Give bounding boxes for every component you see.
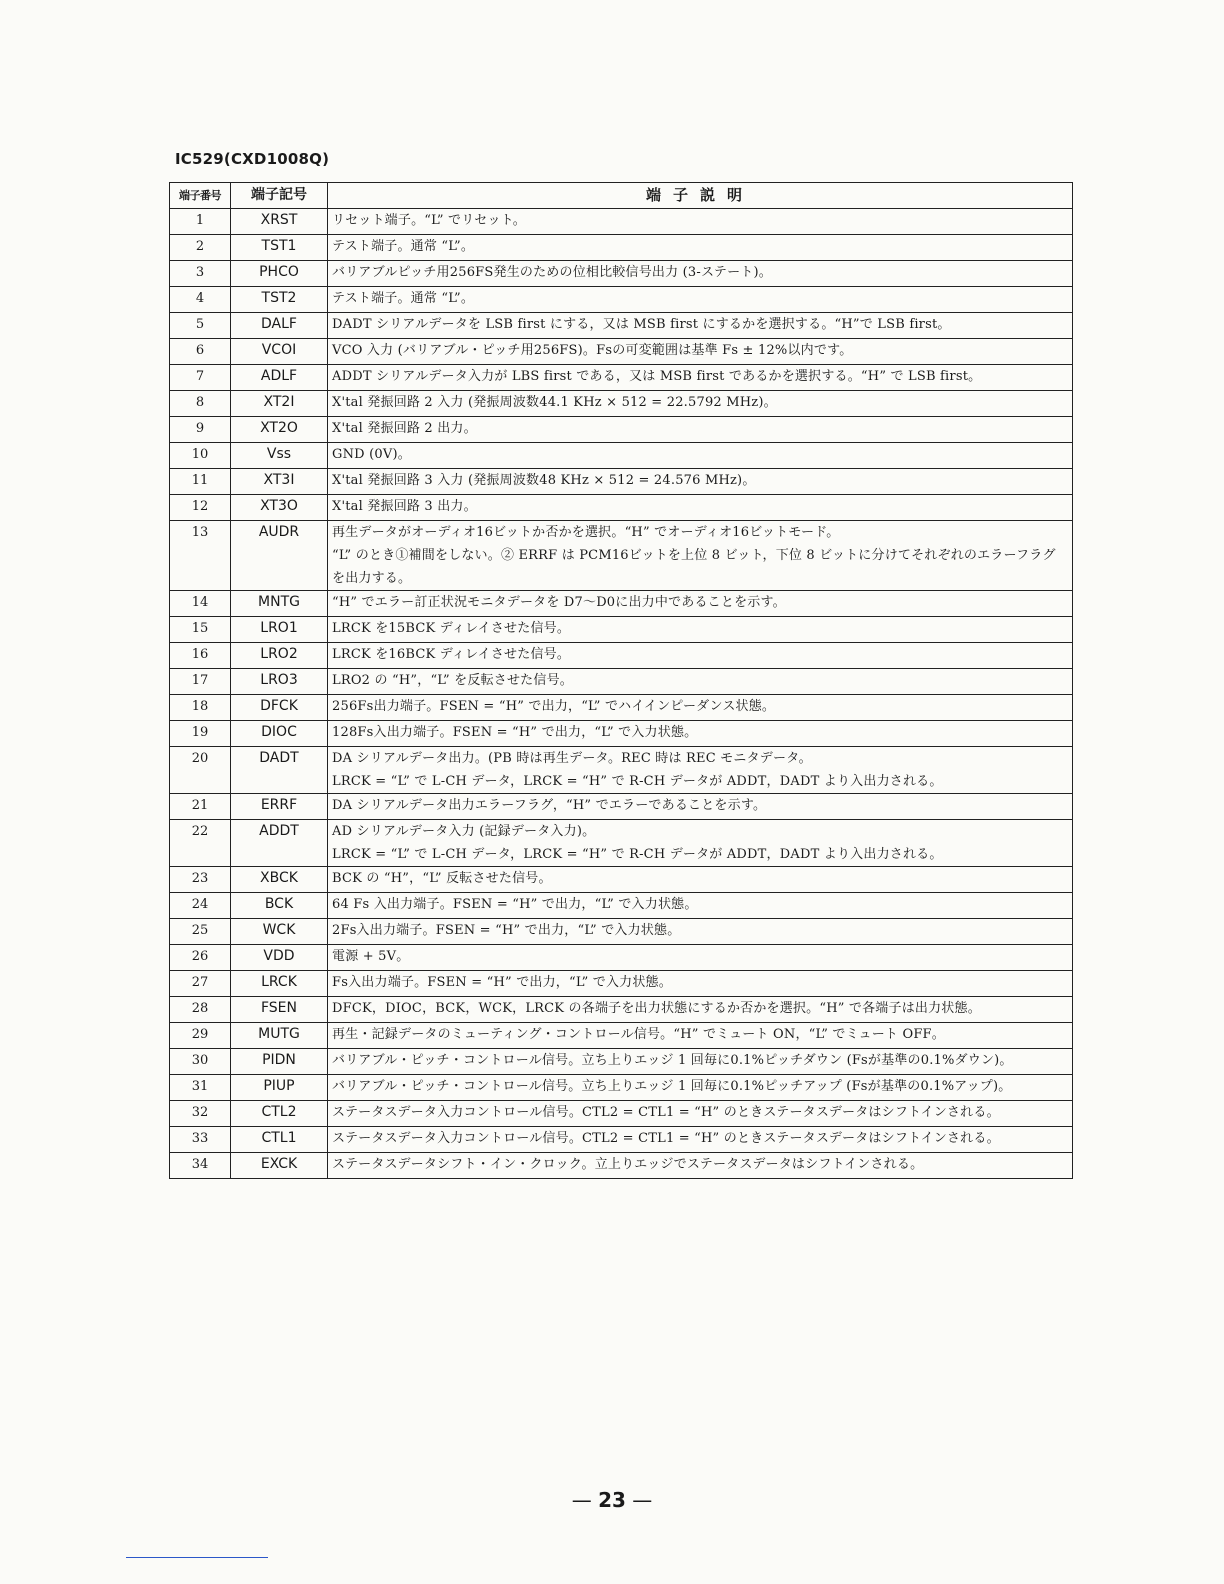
- table-row: [170, 945, 1073, 971]
- pin-symbol-cell: MNTG: [231, 591, 328, 617]
- table-body: [170, 209, 1073, 1179]
- pin-description-cell: テスト端子。通常 “L”。: [328, 287, 1073, 313]
- pin-symbol-cell: PIDN: [231, 1049, 328, 1075]
- pin-number-cell: 1: [170, 209, 231, 235]
- header-description: 端子説明: [328, 183, 1073, 209]
- pin-number-cell: 32: [170, 1101, 231, 1127]
- pin-description-cell: 64 Fs 入出力端子。FSEN = “H” で出力，“L” で入力状態。: [328, 893, 1073, 919]
- pin-symbol-cell: EXCK: [231, 1153, 328, 1179]
- pin-number-cell: 18: [170, 695, 231, 721]
- pin-number-cell: 14: [170, 591, 231, 617]
- pin-symbol-cell: WCK: [231, 919, 328, 945]
- table-row: [170, 1023, 1073, 1049]
- pin-number-cell: 5: [170, 313, 231, 339]
- table-row: [170, 495, 1073, 521]
- pin-number-cell: 16: [170, 643, 231, 669]
- pin-symbol-cell: ADLF: [231, 365, 328, 391]
- table-row: [170, 521, 1073, 591]
- pin-symbol-cell: DALF: [231, 313, 328, 339]
- pin-description-cell: X'tal 発振回路 2 出力。: [328, 417, 1073, 443]
- pin-number-cell: 33: [170, 1127, 231, 1153]
- pin-description-cell: DA シリアルデータ出力エラーフラグ，“H” でエラーであることを示す。: [328, 794, 1073, 820]
- pin-symbol-cell: MUTG: [231, 1023, 328, 1049]
- pin-number-cell: 4: [170, 287, 231, 313]
- pin-description-cell: リセット端子。“L” でリセット。: [328, 209, 1073, 235]
- footer-divider: [126, 1557, 268, 1558]
- pin-description-cell: ステータスデータ入力コントロール信号。CTL2 = CTL1 = “H” のときステータスデータはシフトインされる。: [328, 1101, 1073, 1127]
- pin-number-cell: 17: [170, 669, 231, 695]
- table-row: [170, 893, 1073, 919]
- pin-symbol-cell: ERRF: [231, 794, 328, 820]
- page-number: — 23 —: [571, 1488, 653, 1512]
- table-row: [170, 391, 1073, 417]
- pin-number-cell: 10: [170, 443, 231, 469]
- pin-number-cell: 22: [170, 820, 231, 867]
- pin-number-cell: 7: [170, 365, 231, 391]
- table-row: [170, 339, 1073, 365]
- document-title: IC529(CXD1008Q): [175, 150, 330, 168]
- pin-description-cell: DADT シリアルデータを LSB first にする，又は MSB first にするかを選択する。“H”で LSB first。: [328, 313, 1073, 339]
- pin-number-cell: 3: [170, 261, 231, 287]
- pin-symbol-cell: FSEN: [231, 997, 328, 1023]
- table-header-row: [170, 183, 1073, 209]
- pin-symbol-cell: TST2: [231, 287, 328, 313]
- pin-description-cell: 再生データがオーディオ16ビットか否かを選択。“H” でオーディオ16ビットモード。 “L” のとき①補間をしない。② ERRF は PCM16ビットを上位 8 ビット，下位 8 ビットに分けてそれぞれのエラーフラグを出力する。: [328, 521, 1073, 591]
- header-pin-number: 端子番号: [170, 183, 231, 209]
- pin-symbol-cell: LRO2: [231, 643, 328, 669]
- pin-description-cell: 電源 + 5V。: [328, 945, 1073, 971]
- pin-symbol-cell: XT2I: [231, 391, 328, 417]
- pin-symbol-cell: DIOC: [231, 721, 328, 747]
- table-row: [170, 919, 1073, 945]
- pin-symbol-cell: XT2O: [231, 417, 328, 443]
- pin-symbol-cell: PIUP: [231, 1075, 328, 1101]
- pin-number-cell: 2: [170, 235, 231, 261]
- pin-symbol-cell: XBCK: [231, 867, 328, 893]
- pin-number-cell: 19: [170, 721, 231, 747]
- pin-description-cell: X'tal 発振回路 3 出力。: [328, 495, 1073, 521]
- pin-number-cell: 27: [170, 971, 231, 997]
- pin-description-cell: バリアブルピッチ用256FS発生のための位相比較信号出力 (3-ステート)。: [328, 261, 1073, 287]
- pin-description-cell: GND (0V)。: [328, 443, 1073, 469]
- pin-description-cell: AD シリアルデータ入力 (記録データ入力)。 LRCK = “L” で L-CH データ，LRCK = “H” で R-CH データが ADDT，DADT より入出力される。: [328, 820, 1073, 867]
- pin-description-cell: X'tal 発振回路 3 入力 (発振周波数48 KHz × 512 = 24.576 MHz)。: [328, 469, 1073, 495]
- pin-symbol-cell: BCK: [231, 893, 328, 919]
- pin-description-cell: バリアブル・ピッチ・コントロール信号。立ち上りエッジ 1 回毎に0.1%ピッチダウン (Fsが基準の0.1%ダウン)。: [328, 1049, 1073, 1075]
- pin-symbol-cell: LRO3: [231, 669, 328, 695]
- pin-description-cell: 128Fs入出力端子。FSEN = “H” で出力，“L” で入力状態。: [328, 721, 1073, 747]
- pin-symbol-cell: DFCK: [231, 695, 328, 721]
- pin-symbol-cell: Vss: [231, 443, 328, 469]
- pin-number-cell: 21: [170, 794, 231, 820]
- table-row: [170, 313, 1073, 339]
- pin-description-cell: LRCK を15BCK ディレイさせた信号。: [328, 617, 1073, 643]
- pin-description-cell: ステータスデータシフト・イン・クロック。立上りエッジでステータスデータはシフトインされる。: [328, 1153, 1073, 1179]
- table-row: [170, 261, 1073, 287]
- table-row: [170, 235, 1073, 261]
- pin-description-cell: LRCK を16BCK ディレイさせた信号。: [328, 643, 1073, 669]
- pin-description-cell: VCO 入力 (バリアブル・ピッチ用256FS)。Fsの可変範囲は基準 Fs ± 12%以内です。: [328, 339, 1073, 365]
- pin-number-cell: 24: [170, 893, 231, 919]
- pin-number-cell: 29: [170, 1023, 231, 1049]
- table-row: [170, 794, 1073, 820]
- pin-number-cell: 28: [170, 997, 231, 1023]
- pin-symbol-cell: VCOI: [231, 339, 328, 365]
- table-row: [170, 365, 1073, 391]
- page-number-value: 23: [598, 1488, 626, 1512]
- pin-number-cell: 23: [170, 867, 231, 893]
- pin-symbol-cell: CTL1: [231, 1127, 328, 1153]
- table-row: [170, 721, 1073, 747]
- table-row: [170, 417, 1073, 443]
- pin-description-cell: BCK の “H”，“L” 反転させた信号。: [328, 867, 1073, 893]
- pin-description-cell: X'tal 発振回路 2 入力 (発振周波数44.1 KHz × 512 = 22.5792 MHz)。: [328, 391, 1073, 417]
- pin-symbol-cell: ADDT: [231, 820, 328, 867]
- table-row: [170, 443, 1073, 469]
- pin-description-cell: 再生・記録データのミューティング・コントロール信号。“H” でミュート ON，“L” でミュート OFF。: [328, 1023, 1073, 1049]
- pin-description-cell: バリアブル・ピッチ・コントロール信号。立ち上りエッジ 1 回毎に0.1%ピッチアップ (Fsが基準の0.1%アップ)。: [328, 1075, 1073, 1101]
- pin-description-cell: LRO2 の “H”，“L” を反転させた信号。: [328, 669, 1073, 695]
- pin-number-cell: 9: [170, 417, 231, 443]
- pin-symbol-cell: XT3O: [231, 495, 328, 521]
- pin-number-cell: 6: [170, 339, 231, 365]
- pin-symbol-cell: XRST: [231, 209, 328, 235]
- pin-symbol-cell: CTL2: [231, 1101, 328, 1127]
- pin-description-cell: “H” でエラー訂正状況モニタデータを D7〜D0に出力中であることを示す。: [328, 591, 1073, 617]
- table-row: [170, 1101, 1073, 1127]
- table-row: [170, 971, 1073, 997]
- table-row: [170, 1127, 1073, 1153]
- pin-number-cell: 26: [170, 945, 231, 971]
- table-row: [170, 1153, 1073, 1179]
- header-pin-symbol: 端子記号: [231, 183, 328, 209]
- pin-symbol-cell: XT3I: [231, 469, 328, 495]
- table-row: [170, 643, 1073, 669]
- pin-description-cell: テスト端子。通常 “L”。: [328, 235, 1073, 261]
- pin-symbol-cell: VDD: [231, 945, 328, 971]
- pin-description-table: [169, 182, 1073, 1179]
- pin-number-cell: 12: [170, 495, 231, 521]
- pin-number-cell: 15: [170, 617, 231, 643]
- table-row: [170, 997, 1073, 1023]
- pin-number-cell: 13: [170, 521, 231, 591]
- pin-number-cell: 11: [170, 469, 231, 495]
- pin-number-cell: 25: [170, 919, 231, 945]
- table-row: [170, 867, 1073, 893]
- pin-number-cell: 20: [170, 747, 231, 794]
- table-row: [170, 1075, 1073, 1101]
- table-row: [170, 669, 1073, 695]
- table-row: [170, 591, 1073, 617]
- pin-description-cell: 256Fs出力端子。FSEN = “H” で出力，“L” でハイインピーダンス状態。: [328, 695, 1073, 721]
- pin-symbol-cell: TST1: [231, 235, 328, 261]
- table-row: [170, 820, 1073, 867]
- table-row: [170, 617, 1073, 643]
- table-row: [170, 747, 1073, 794]
- pin-symbol-cell: LRCK: [231, 971, 328, 997]
- pin-description-cell: DA シリアルデータ出力。(PB 時は再生データ。REC 時は REC モニタデータ。 LRCK = “L” で L-CH データ，LRCK = “H” で R-CH データが ADDT，DADT より入出力される。: [328, 747, 1073, 794]
- pin-description-cell: ステータスデータ入力コントロール信号。CTL2 = CTL1 = “H” のときステータスデータはシフトインされる。: [328, 1127, 1073, 1153]
- pin-symbol-cell: DADT: [231, 747, 328, 794]
- pin-description-cell: DFCK，DIOC，BCK，WCK，LRCK の各端子を出力状態にするか否かを選択。“H” で各端子は出力状態。: [328, 997, 1073, 1023]
- pin-number-cell: 30: [170, 1049, 231, 1075]
- table-row: [170, 1049, 1073, 1075]
- table-row: [170, 469, 1073, 495]
- pin-number-cell: 34: [170, 1153, 231, 1179]
- pin-description-cell: Fs入出力端子。FSEN = “H” で出力，“L” で入力状態。: [328, 971, 1073, 997]
- pin-symbol-cell: AUDR: [231, 521, 328, 591]
- table-row: [170, 287, 1073, 313]
- pin-description-cell: ADDT シリアルデータ入力が LBS first である，又は MSB first であるかを選択する。“H” で LSB first。: [328, 365, 1073, 391]
- pin-number-cell: 31: [170, 1075, 231, 1101]
- pin-symbol-cell: LRO1: [231, 617, 328, 643]
- pin-number-cell: 8: [170, 391, 231, 417]
- table-row: [170, 209, 1073, 235]
- table-row: [170, 695, 1073, 721]
- pin-symbol-cell: PHCO: [231, 261, 328, 287]
- pin-description-cell: 2Fs入出力端子。FSEN = “H” で出力，“L” で入力状態。: [328, 919, 1073, 945]
